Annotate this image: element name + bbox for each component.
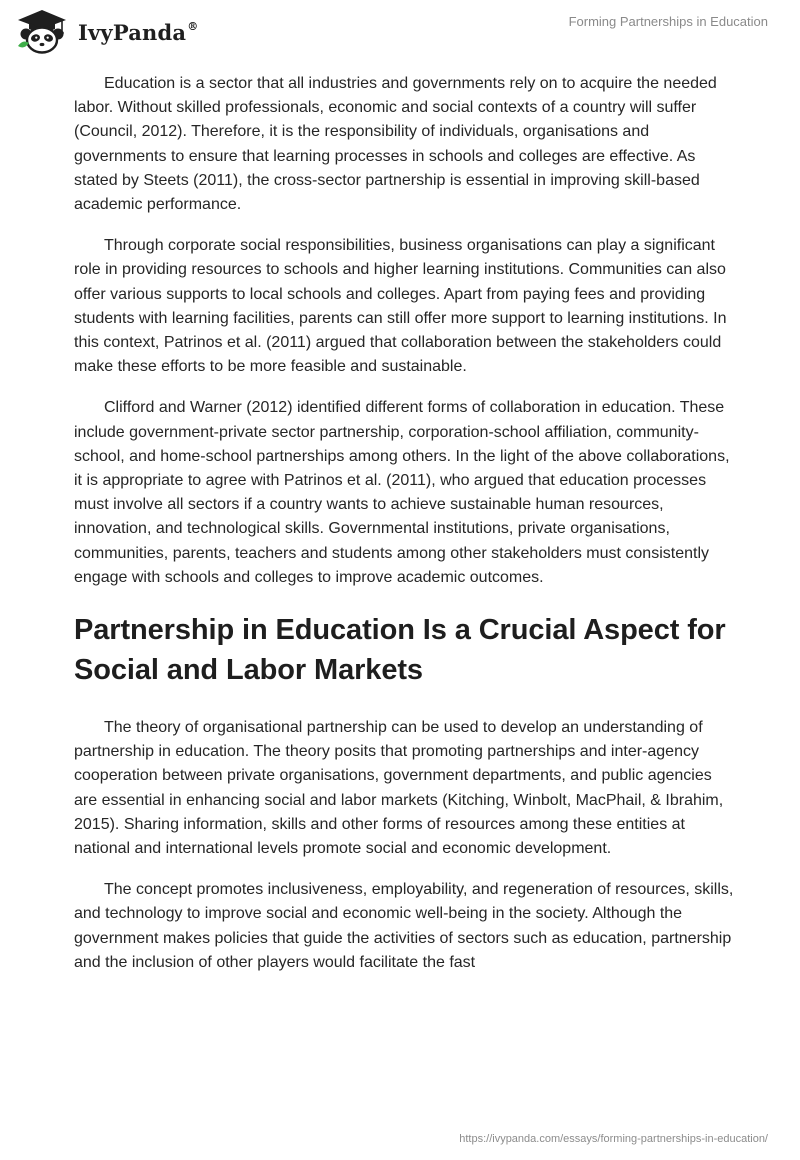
footer-url[interactable]: https://ivypanda.com/essays/forming-partnerships-in-education/ bbox=[459, 1133, 768, 1145]
registered-mark: ® bbox=[187, 19, 199, 33]
paragraph: The theory of organisational partnership can be used to develop an understanding of partnership in education. The theory posits that promoting partnerships and inter-agency cooperation between private organisations, government departments, and public agencies are essential in enhancing social and labor markets (Kitching, Winbolt, MacPhail, & Ibrahim, 2015). Sharing information, skills and other forms of resources among these entities at national and international levels promote social and economic development. bbox=[74, 719, 724, 858]
brand-logo[interactable] bbox=[14, 8, 198, 54]
brand-name: IvyPanda® bbox=[78, 19, 199, 45]
paragraph: Clifford and Warner (2012) identified different forms of collaboration in education. These include government-private sector partnership, corporation-school affiliation, community-school, and home-school partnerships among others. In the light of the above collaborations, it is appropriate to agree with Patrinos et al. (2011), who argued that education processes must involve all sectors if a country wants to achieve sustainable human resources, innovation, and technological skills. Governmental institutions, private organisations, communities, parents, teachers and students among other stakeholders must consistently engage with schools and colleges to improve academic outcomes. bbox=[74, 399, 730, 586]
section-heading: Partnership in Education Is a Crucial Aspect for Social and Labor Markets bbox=[74, 614, 726, 687]
paragraph: Education is a sector that all industries and governments rely on to acquire the needed labor. Without skilled professionals, economic and social contexts of a country will suffer (Council, 2012). Therefore, it is the responsibility of individuals, organisations and governments to ensure that learning processes in schools and colleges are effective. As stated by Steets (2011), the cross-sector partnership is essential in improving skill-based academic performance. bbox=[74, 75, 717, 214]
paragraph: Through corporate social responsibilities, business organisations can play a significant role in providing resources to schools and higher learning institutions. Communities can also offer various supports to local schools and colleges. Apart from paying fees and providing students with learning facilities, parents can still offer more support to learning institutions. In this context, Patrinos et al. (2011) argued that collaboration between the stakeholders could make these efforts to be more feasible and sustainable. bbox=[74, 237, 727, 376]
page-header bbox=[0, 0, 800, 64]
essay-body bbox=[74, 72, 734, 992]
paragraph: The concept promotes inclusiveness, employability, and regeneration of resources, skills, and technology to improve social and economic well-being in the society. Although the government makes policies that guide the activities of sectors such as education, partnership and the inclusion of other players would facilitate the fast bbox=[74, 881, 734, 971]
panda-graduate-icon bbox=[14, 8, 70, 54]
document-title: Forming Partnerships in Education bbox=[568, 14, 768, 29]
